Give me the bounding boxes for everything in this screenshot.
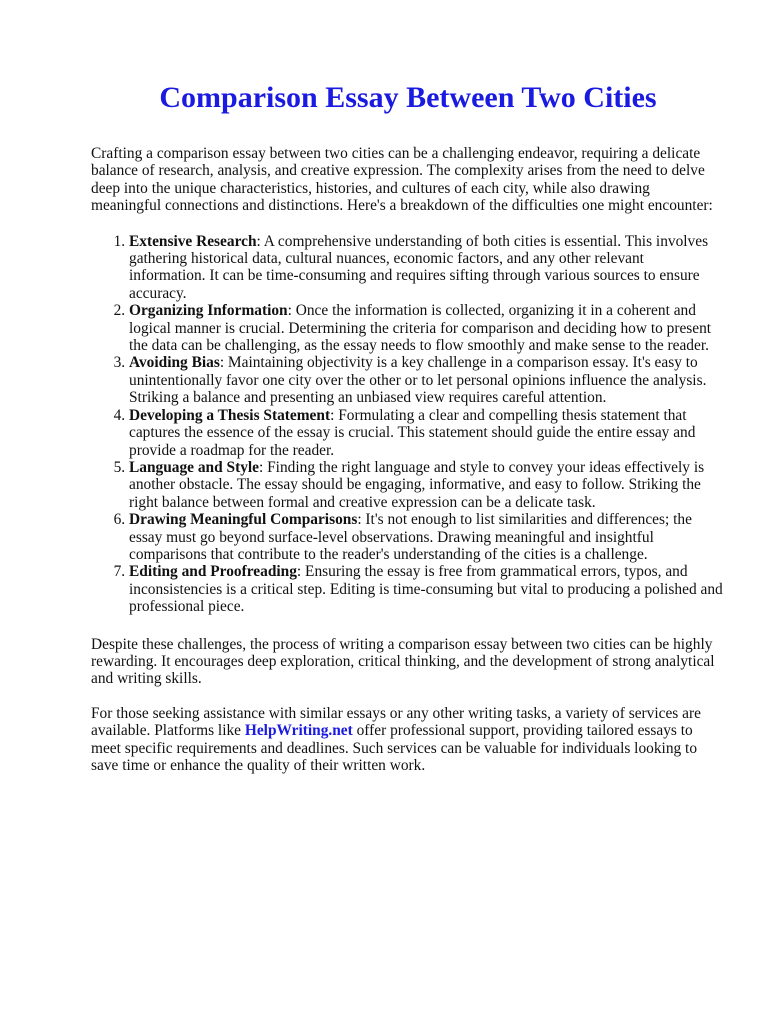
list-item-text: : Ensuring the essay is free from grammatical errors, typos, and inconsistencies is a critical step. Editing is time-consuming but vital to producing a polished and professional piece. xyxy=(129,563,723,616)
list-item-text: : It's not enough to list similarities and differences; the essay must go beyond surface-level observations. Drawing meaningful and insightful comparisons that contribute to the reader's understanding of the cities is a challenge. xyxy=(129,511,692,563)
services-paragraph xyxy=(91,705,723,775)
list-item-text: : Maintaining objectivity is a key challenge in a comparison essay. It's easy to unintentionally favor one city over the other or to let personal opinions influence the analysis. Striking a balance and presenting an unbiased view requires careful attention. xyxy=(129,354,707,407)
list-item-term: Avoiding Bias xyxy=(129,354,220,372)
list-item-text: : Formulating a clear and compelling thesis statement that captures the essence of the essay is crucial. This statement should guide the entire essay and provide a roadmap for the reader. xyxy=(129,406,696,459)
list-item-text: : Finding the right language and style to convey your ideas effectively is another obstacle. The essay should be engaging, informative, and easy to follow. Striking the right balance between formal and creative expression can be a delicate task. xyxy=(129,458,705,511)
list-item-term: Extensive Research xyxy=(129,232,257,250)
list-item xyxy=(129,407,723,459)
page-title: Comparison Essay Between Two Cities xyxy=(159,81,657,114)
list-item xyxy=(129,302,723,354)
services-text-before: For those seeking assistance with similar essays or any other writing tasks, a variety of services are available. Platforms like xyxy=(91,704,701,740)
list-item-term: Editing and Proofreading xyxy=(129,563,297,581)
list-item-term: Drawing Meaningful Comparisons xyxy=(129,511,358,529)
list-item-text: : Once the information is collected, organizing it in a coherent and logical manner is crucial. Determining the criteria for comparison and deciding how to present the data can be challenging, as the essay needs to flow smoothly and make sense to the reader. xyxy=(129,302,712,355)
list-item xyxy=(129,511,723,563)
list-item xyxy=(129,563,723,615)
helpwriting-link[interactable]: HelpWriting.net xyxy=(244,722,353,740)
document-body xyxy=(91,145,723,774)
list-item xyxy=(129,233,723,303)
list-item xyxy=(129,354,723,406)
list-item xyxy=(129,459,723,511)
list-item-term: Developing a Thesis Statement xyxy=(129,406,331,424)
services-text-after: offer professional support, providing tailored essays to meet specific requirements and deadlines. Such services can be valuable for individuals looking to save time or enhance the quality of their written work. xyxy=(91,722,698,774)
intro-paragraph: Crafting a comparison essay between two cities can be a challenging endeavor, requiring a delicate balance of research, analysis, and creative expression. The complexity arises from the need to delve deep into the unique characteristics, histories, and cultures of each city, while also drawing meaningful connections and distinctions. Here's a breakdown of the difficulties one might encounter: xyxy=(91,145,713,215)
difficulties-list xyxy=(91,233,723,616)
conclusion-paragraph: Despite these challenges, the process of writing a comparison essay between two cities can be highly rewarding. It encourages deep exploration, critical thinking, and the development of strong analytical and writing skills. xyxy=(91,635,715,688)
list-item-term: Language and Style xyxy=(129,458,259,476)
list-item-text: : A comprehensive understanding of both cities is essential. This involves gathering historical data, cultural nuances, economic factors, and any other relevant information. It can be time-consuming and requires sifting through various sources to ensure accuracy. xyxy=(129,232,709,302)
list-item-term: Organizing Information xyxy=(129,302,288,320)
